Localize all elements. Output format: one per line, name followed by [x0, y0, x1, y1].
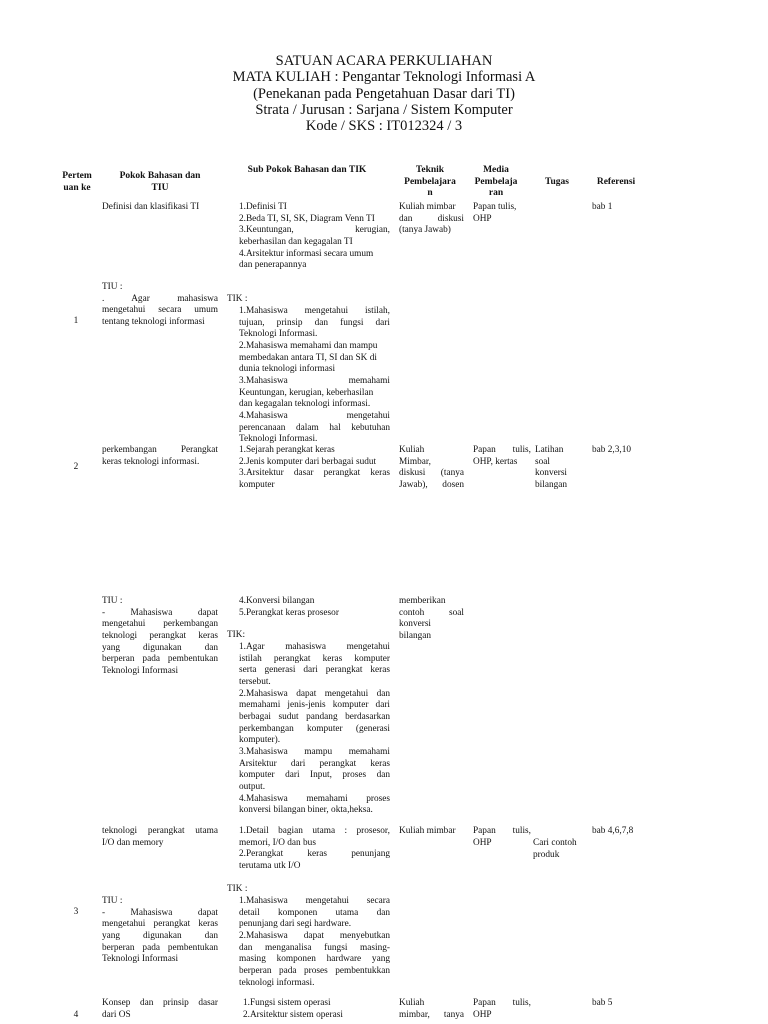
row2-teknik: Kuliah Mimbar, diskusi (tanya Jawab), dosen [399, 445, 464, 490]
row1-tiu: TIU : . Agar mahasiswa mengetahui secara umum tentang teknologi informasi [102, 282, 218, 327]
row3-referensi: bab 4,6,7,8 [592, 826, 634, 836]
row3-media: Papan tulis, OHP [473, 826, 531, 848]
row1-tik-label: TIK : [227, 294, 248, 304]
header-teknik: Teknik Pembelajara n [404, 165, 456, 198]
row2-sub-pokok: 1.Sejarah perangkat keras 2.Jenis komputer dari berbagai sudut 3.Arsitektur dasar perangkat keras komputer [239, 445, 390, 490]
header-tugas: Tugas [545, 177, 569, 187]
header-media: Media Pembelaja ran [474, 165, 518, 198]
row4-referensi: bab 5 [592, 998, 613, 1008]
document-title [0, 53, 768, 134]
row4-sub-pokok: 1.Fungsi sistem operasi 2.Arsitektur sistem operasi [243, 998, 343, 1020]
row2-sub-pokok-cont: 4.Konversi bilangan 5.Perangkat keras prosesor [239, 596, 339, 618]
row2-number: 2 [73, 462, 79, 472]
row4-number: 4 [73, 1010, 79, 1020]
row3-teknik: Kuliah mimbar [399, 826, 456, 836]
row3-sub-pokok: 1.Detail bagian utama : prosesor, memori, I/O dan bus 2.Perangkat keras penunjang terutama utk I/O [239, 826, 390, 871]
row2-tik: 1.Agar mahasiswa mengetahui istilah perangkat keras komputer serta generasi dari perangkat keras tersebut. 2.Mahasiswa dapat mengetahui dan memahami jenis-jenis komputer dari berbagai sudut pandang berdasarkan perkembangan komputer (generasi komputer). 3.Mahasiswa mampu memahami Arsitektur dari perangkat keras komputer dari Input, proses dan output. 4.Mahasiswa memahami proses konversi bilangan biner, okta,heksa. [239, 642, 390, 816]
title-line-1: SATUAN ACARA PERKULIAHAN [275, 53, 493, 69]
row2-pokok-bahasan: perkembangan Perangkat keras teknologi informasi. [102, 445, 218, 467]
title-line-4: Strata / Jurusan : Sarjana / Sistem Komputer [255, 101, 513, 118]
row2-teknik-cont: memberikan contoh soal konversi bilangan [399, 596, 464, 641]
row2-referensi: bab 2,3,10 [592, 445, 631, 455]
header-referensi: Referensi [596, 177, 636, 187]
row1-teknik: Kuliah mimbar dan diskusi (tanya Jawab) [399, 202, 464, 236]
row4-teknik: Kuliah mimbar, tanya [399, 998, 464, 1020]
header-pertemuan: Pertem uan ke [62, 171, 92, 193]
header-pokok-bahasan: Pokok Bahasan dan TIU [119, 171, 201, 193]
row1-referensi: bab 1 [592, 202, 613, 212]
row2-tugas: Latihan soal konversi bilangan [535, 445, 568, 490]
row1-tik: 1.Mahasiswa mengetahui istilah, tujuan, prinsip dan fungsi dari Teknologi Informasi. 2.Mahasiswa memahami dan mampu membedakan antara TI, SI dan SK di dunia teknologi informasi 3.Mahasiswa memahami Keuntungan, kerugian, keberhasilan dan kegagalan teknologi informasi. 4.Mahasiswa mengetahui perencanaan dalam hal kebutuhan Teknologi Informasi. [239, 306, 390, 445]
row1-pokok-bahasan: Definisi dan klasifikasi TI [102, 202, 200, 212]
row1-sub-pokok: 1.Definisi TI 2.Beda TI, SI, SK, Diagram Venn TI 3.Keuntungan, kerugian, keberhasilan dan kegagalan TI 4.Arsitektur informasi secara umum dan penerapannya [239, 202, 390, 271]
row4-pokok-bahasan: Konsep dan prinsip dasar dari OS [102, 998, 218, 1020]
title-line-3: (Penekanan pada Pengetahuan Dasar dari TI) [253, 85, 515, 102]
row3-tugas: Cari contoh produk [533, 838, 577, 860]
row3-tik: 1.Mahasiswa mengetahui secara detail komponen utama dan penunjang dari segi hardware. 2.Mahasiswa dapat menyebutkan dan menganalisa fungsi masing- masing komponen hardware yang berperan pada proses pembentukkan teknologi informasi. [239, 896, 390, 988]
title-line-2: MATA KULIAH : Pengantar Teknologi Informasi A [232, 69, 536, 86]
row2-tik-label: TIK: [227, 630, 246, 640]
row2-media: Papan tulis, OHP, kertas [473, 445, 531, 467]
row1-media: Papan tulis, OHP [473, 202, 517, 224]
row3-number: 3 [73, 907, 79, 917]
row3-tiu: TIU : - Mahasiswa dapat mengetahui perangkat keras yang digunakan dan berperan pada pembentukan Teknologi Informasi [102, 896, 218, 965]
title-line-5: Kode / SKS : IT012324 / 3 [305, 118, 463, 135]
header-sub-pokok: Sub Pokok Bahasan dan TIK [247, 165, 367, 175]
row2-tiu: TIU : - Mahasiswa dapat mengetahui perkembangan teknologi perangkat keras yang digunakan dan berperan pada pembentukan Teknologi Informasi [102, 596, 218, 676]
row3-pokok-bahasan: teknologi perangkat utama I/O dan memory [102, 826, 218, 848]
row3-tik-label: TIK : [227, 884, 248, 894]
row1-number: 1 [73, 316, 79, 326]
row4-media: Papan tulis, OHP [473, 998, 531, 1020]
